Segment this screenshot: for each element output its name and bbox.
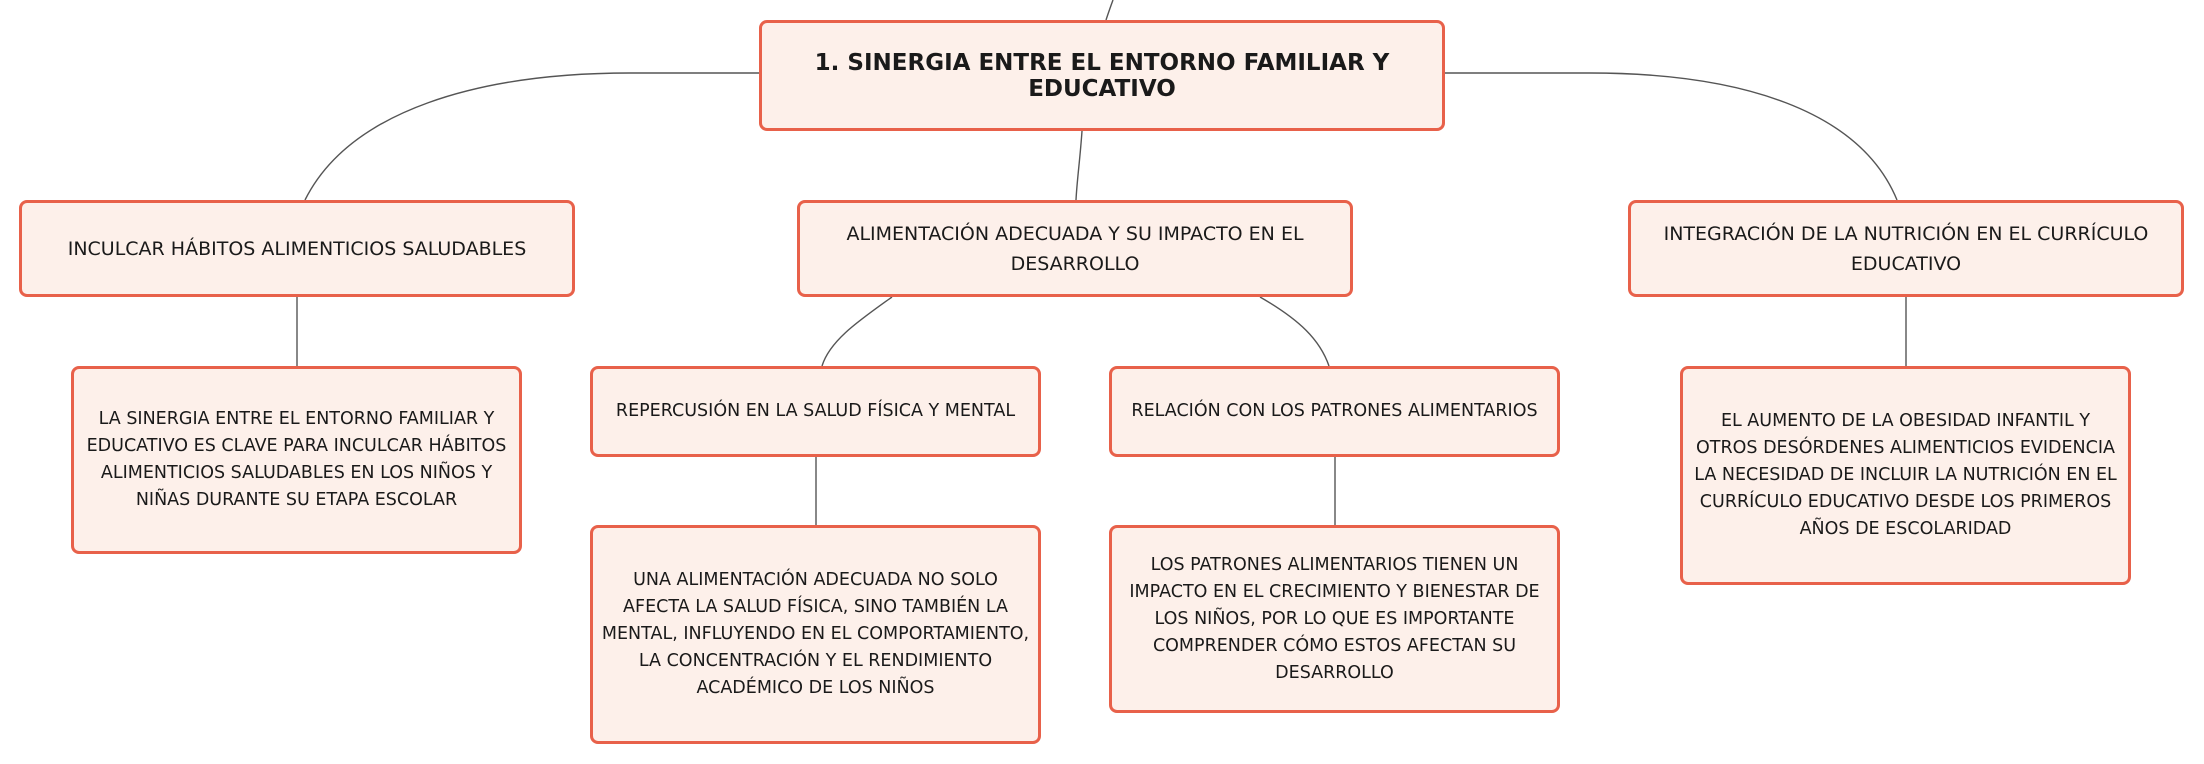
branch-alimentacion-adecuada-label: ALIMENTACIÓN ADECUADA Y SU IMPACTO EN EL DESARROLLO <box>846 222 1304 275</box>
branch-inculcar-habitos[interactable] <box>19 200 575 297</box>
detail-inculcar-habitos[interactable] <box>71 366 522 554</box>
detail-repercusion-salud-text: UNA ALIMENTACIÓN ADECUADA NO SOLO AFECTA LA SALUD FÍSICA, SINO TAMBIÉN LA MENTAL, INFLUYENDO EN EL COMPORTAMIENTO, LA CONCENTRACIÓN Y EL RENDIMIENTO ACADÉMICO DE LOS NIÑOS <box>601 570 1030 698</box>
subtopic-relacion-patrones[interactable] <box>1109 366 1560 457</box>
subtopic-repercusion-salud[interactable] <box>590 366 1041 457</box>
root-topic[interactable] <box>759 20 1445 131</box>
root-topic-label: 1. SINERGIA ENTRE EL ENTORNO FAMILIAR Y EDUCATIVO <box>814 49 1390 102</box>
branch-inculcar-habitos-label: INCULCAR HÁBITOS ALIMENTICIOS SALUDABLES <box>67 237 527 260</box>
subtopic-repercusion-salud-label: REPERCUSIÓN EN LA SALUD FÍSICA Y MENTAL <box>615 401 1016 421</box>
branch-alimentacion-adecuada[interactable] <box>797 200 1353 297</box>
subtopic-relacion-patrones-label: RELACIÓN CON LOS PATRONES ALIMENTARIOS <box>1131 401 1538 421</box>
detail-repercusion-salud[interactable] <box>590 525 1041 744</box>
connector-root-right <box>1445 73 1897 200</box>
branch-integracion-nutricion[interactable] <box>1628 200 2184 297</box>
detail-relacion-patrones-text: LOS PATRONES ALIMENTARIOS TIENEN UN IMPACTO EN EL CRECIMIENTO Y BIENESTAR DE LOS NIÑOS, POR LO QUE ES IMPORTANTE COMPRENDER CÓMO ESTOS AFECTAN SU DESARROLLO <box>1129 554 1540 683</box>
connector-root-left <box>305 73 759 200</box>
connector-center-sub2 <box>1260 297 1329 366</box>
connector-root-parent <box>1106 0 1113 20</box>
detail-integracion-nutricion-text: EL AUMENTO DE LA OBESIDAD INFANTIL Y OTROS DESÓRDENES ALIMENTICIOS EVIDENCIA LA NECESIDAD DE INCLUIR LA NUTRICIÓN EN EL CURRÍCULO EDUCATIVO DESDE LOS PRIMEROS AÑOS DE ESCOLARIDAD <box>1694 411 2117 539</box>
detail-inculcar-habitos-text: LA SINERGIA ENTRE EL ENTORNO FAMILIAR Y EDUCATIVO ES CLAVE PARA INCULCAR HÁBITOS ALIMENTICIOS SALUDABLES EN LOS NIÑOS Y NIÑAS DURANTE SU ETAPA ESCOLAR <box>86 409 507 510</box>
detail-relacion-patrones[interactable] <box>1109 525 1560 713</box>
detail-integracion-nutricion[interactable] <box>1680 366 2131 585</box>
connector-center-sub1 <box>822 297 892 366</box>
branch-integracion-nutricion-label: INTEGRACIÓN DE LA NUTRICIÓN EN EL CURRÍCULO EDUCATIVO <box>1663 222 2149 275</box>
connector-root-center <box>1076 131 1082 200</box>
